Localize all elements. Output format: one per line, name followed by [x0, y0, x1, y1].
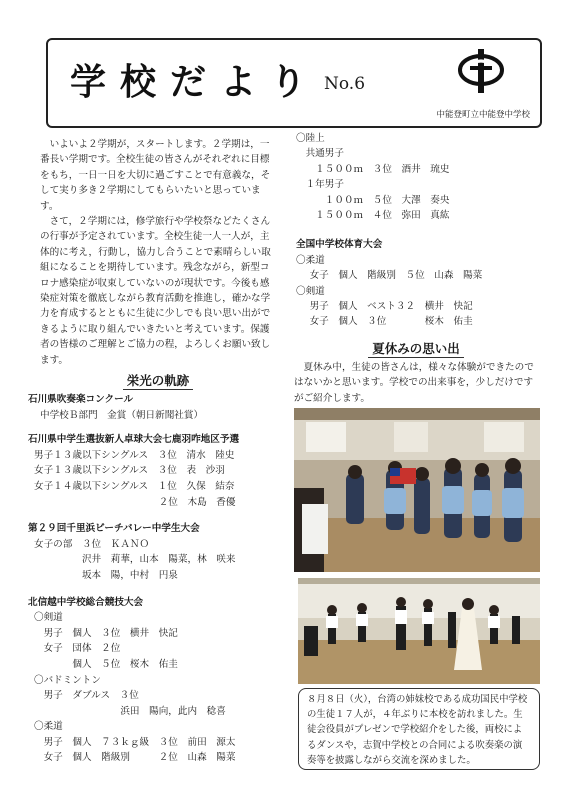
result-row: 〇柔道 — [296, 254, 325, 266]
right-results — [296, 131, 546, 330]
newsletter-header — [46, 38, 542, 128]
honor-row: 個人 ５位 桜木 佑圭 — [34, 658, 178, 670]
honor-row: 男子 ダブルス ３位 — [34, 690, 139, 702]
honor-row: 〇柔道 — [34, 721, 63, 733]
school-name: 中能登町立中能登中学校 — [436, 110, 530, 120]
honor-row: 男子 個人 ３位 横井 快記 — [34, 627, 178, 639]
honor-row: 〇剣道 — [34, 612, 63, 624]
honor-row: 女子の部 ３位 ＫＡＮＯ — [34, 538, 150, 550]
honor-row: ２位 木島 香優 — [34, 496, 236, 508]
honors-title: 栄光の軌跡 — [40, 371, 276, 389]
honors-list — [28, 392, 288, 766]
honor-row: 女子 団体 ２位 — [34, 643, 121, 655]
honor-heading: 北信越中学校総合競技大会 — [28, 596, 144, 608]
summer-paragraph: 夏休み中，生徒の皆さんは，様々な体験ができたのではないかと思います。学校での出来事を，少しだけですがご紹介します。 — [294, 362, 534, 404]
honor-row: 〇バドミントン — [34, 674, 101, 686]
honor-heading: 全国中学校体育大会 — [296, 239, 383, 251]
result-row: １００ｍ ５位 大澤 奏央 — [296, 194, 450, 206]
honor-row: 沢井 莉華，山本 陽菜，林 咲来 — [34, 554, 236, 566]
honor-heading: 石川県中学生選抜新人卓球大会七鹿羽咋地区予選 — [28, 434, 240, 446]
result-row: 女子 個人 ３位 桜木 佑圭 — [300, 316, 473, 328]
photo-caption: ８月８日（火），台湾の姉妹校である成功国民中学校の生徒１７人が，４年ぶりに本校を訪れました。生徒会役員がプレゼンで学校紹介をした後，両校によるダンスや，志賀中学校との合同による吹奏楽の演奏等を披露しながら交流を深めました。 — [298, 688, 540, 770]
result-row: 女子 個人 階級別 ５位 山森 陽菜 — [300, 270, 483, 282]
result-row: 〇剣道 — [296, 285, 325, 297]
result-row: １年男子 — [296, 179, 344, 191]
photo-performance — [298, 578, 540, 684]
honor-row: 男子１３歳以下シングルス ３位 清水 陸史 — [34, 449, 235, 461]
intro-paragraph-2: さて，２学期には，修学旅行や学校祭などたくさんの行事が予定されています。全校生徒一人一人が，主体的に考え，行動し，協力し合うことで素晴らしい取組になることを期待しています。残念ながら，新型コロナ感染症が収束していないのが現状です。今後も感染症対策を徹底しながら教育活動を推進し，確かな学力を育成するとともに生徒に少しでも良い思い出ができるように取り組んでいきたいと考えています。保護者の皆様のご理解とご協力の程，よろしくお願い致します。 — [40, 216, 271, 366]
intro-text — [40, 137, 276, 368]
honor-row: 坂本 陽，中村 円泉 — [34, 569, 178, 581]
summer-text — [294, 360, 538, 406]
honor-row: 女子１４歳以下シングルス １位 久保 結奈 — [34, 480, 235, 492]
honor-heading: 石川県吹奏楽コンクール — [28, 394, 134, 405]
photo-dance-gym — [294, 408, 540, 572]
newsletter-title: 学校だより — [70, 62, 321, 103]
honor-row: 女子 個人 階級別 ２位 山森 陽菜 — [34, 752, 236, 764]
honor-row: 中学校Ｂ部門 金賞（朝日新聞社賞） — [40, 409, 204, 421]
honor-row: 浜田 陽向，此内 稔喜 — [34, 705, 226, 717]
honor-heading: 第２９回千里浜ビーチバレー中学生大会 — [28, 523, 200, 535]
result-row: 男子 個人 ベスト３２ 横井 快記 — [300, 301, 473, 313]
honor-row: 男子 個人 ７３ｋｇ級 ３位 前田 源太 — [34, 736, 236, 748]
result-row: １５００ｍ ３位 酒井 琉史 — [296, 163, 450, 175]
school-emblem-icon — [456, 46, 506, 96]
result-row: １５００ｍ ４位 弥田 真紘 — [296, 210, 450, 222]
summer-title: 夏休みの思い出 — [294, 339, 538, 357]
result-row: 〇陸上 — [296, 133, 325, 144]
honor-row: 女子１３歳以下シングルス ３位 表 沙羽 — [34, 465, 225, 477]
intro-paragraph-1: いよいよ２学期が，スタートします。２学期は，一番長い学期です。全校生徒の皆さんがそれぞれに目標をもち，一日一日を大切に過ごすことで有意義な，そして実り多き２学期にしてもらいたいと思っています。 — [40, 139, 271, 212]
issue-number: No.6 — [324, 74, 366, 94]
result-row: 共通男子 — [296, 148, 344, 160]
